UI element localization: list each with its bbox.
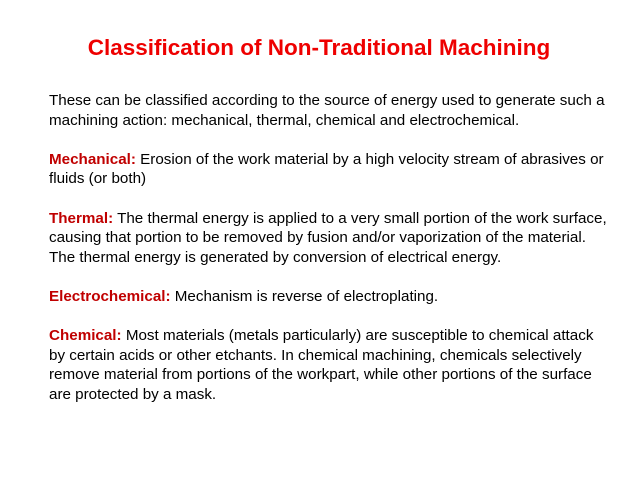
section-label-mechanical: Mechanical: [49,150,136,168]
intro-paragraph: These can be classified according to the source of energy used to generate such a machining action: mechanical, thermal, chemical and electrochemical. [49,92,605,129]
section-text-electrochemical: Mechanism is reverse of electroplating. [170,287,439,305]
section-label-chemical: Chemical: [49,327,122,345]
section-electrochemical [49,287,609,307]
section-mechanical [49,150,609,189]
section-text-mechanical: Erosion of the work material by a high velocity stream of abrasives or fluids (or both) [49,150,604,188]
section-chemical [49,326,609,404]
section-label-thermal: Thermal: [49,209,114,227]
slide-title: Classification of Non-Traditional Machining [87,35,551,60]
slide-body [49,91,609,405]
section-text-thermal: The thermal energy is applied to a very small portion of the work surface, causing that portion to be removed by fusion and/or vaporization of the material. The thermal energy is generated by conversion of electrical energy. [49,209,607,266]
section-label-electrochemical: Electrochemical: [49,287,171,305]
section-text-chemical: Most materials (metals particularly) are susceptible to chemical attack by certain acids or other etchants. In chemical machining, chemicals selectively remove material from portions of the workpart, while other portions of the surface are protected by a mask. [49,327,594,403]
section-thermal [49,209,609,268]
